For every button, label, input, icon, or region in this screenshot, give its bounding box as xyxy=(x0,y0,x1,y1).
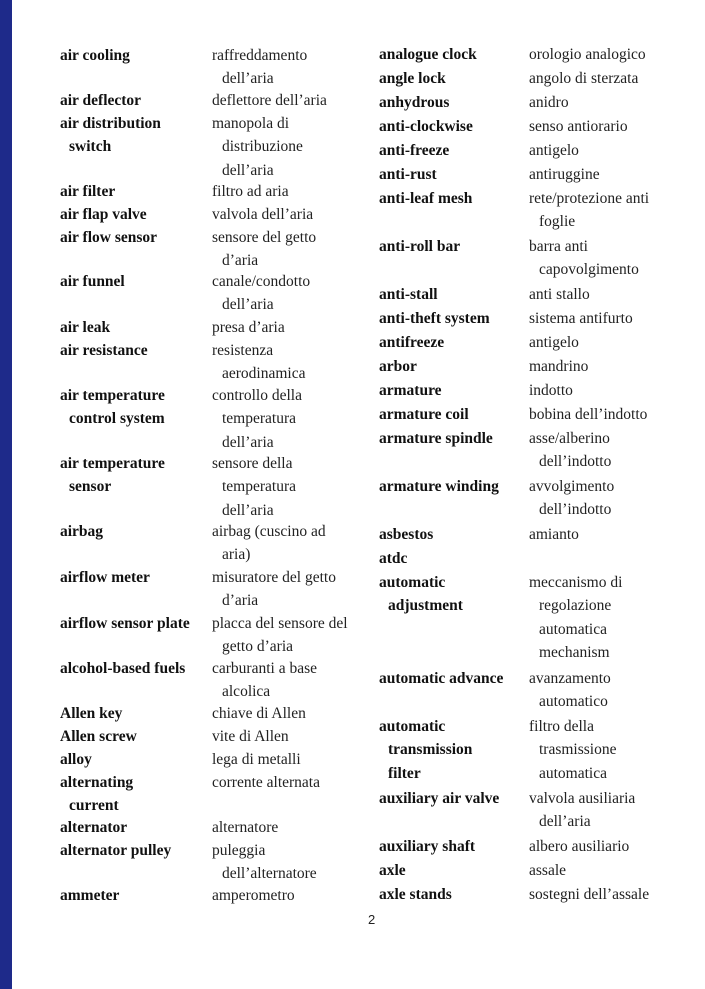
glossary-translation xyxy=(212,226,316,273)
glossary-translation xyxy=(212,180,289,203)
translation-line-continued: aerodinamica xyxy=(222,365,306,383)
translation-line-continued: temperatura xyxy=(222,410,297,428)
glossary-translation xyxy=(529,187,649,234)
term-line: axle xyxy=(379,862,406,879)
term-line: anti-freeze xyxy=(379,142,450,159)
term-line: air leak xyxy=(60,319,111,336)
term-line: anti-rust xyxy=(379,166,437,183)
translation-line: albero ausiliario xyxy=(529,838,630,855)
glossary-term xyxy=(60,226,157,249)
glossary-term xyxy=(60,316,110,339)
translation-line: angolo di sterzata xyxy=(529,70,639,87)
term-line: analogue clock xyxy=(379,46,477,63)
translation-line: assale xyxy=(529,862,567,879)
glossary-term xyxy=(60,339,148,362)
term-line: ammeter xyxy=(60,887,120,904)
glossary-translation xyxy=(212,339,305,386)
term-line-continued: transmission xyxy=(388,741,473,759)
glossary-translation xyxy=(212,748,301,771)
glossary-translation xyxy=(529,835,629,858)
glossary-term xyxy=(379,427,493,450)
translation-line: placca del sensore del xyxy=(212,615,348,632)
glossary-translation xyxy=(529,331,579,354)
term-line: automatic xyxy=(379,718,446,735)
term-line: alternating xyxy=(60,774,134,791)
translation-line-continued: automatica xyxy=(539,764,607,782)
translation-line: bobina dell’indotto xyxy=(529,406,648,423)
glossary-term xyxy=(379,787,499,810)
glossary-translation xyxy=(212,89,327,112)
glossary-term xyxy=(379,307,490,330)
glossary-translation xyxy=(212,384,302,454)
glossary-term xyxy=(379,43,477,66)
term-line: asbestos xyxy=(379,526,434,543)
translation-line-continued: dell’indotto xyxy=(539,501,612,519)
glossary-term xyxy=(60,112,161,159)
term-line: anti-stall xyxy=(379,286,438,303)
term-line: Allen key xyxy=(60,705,123,722)
glossary-translation xyxy=(212,520,326,567)
glossary-term xyxy=(379,403,469,426)
term-line: automatic xyxy=(379,574,446,591)
term-line-continued: adjustment xyxy=(388,597,463,615)
glossary-translation xyxy=(529,115,628,138)
term-line: armature xyxy=(379,382,442,399)
glossary-term xyxy=(379,163,437,186)
glossary-term xyxy=(60,657,185,680)
translation-line-continued: aria) xyxy=(222,546,251,564)
page-number: 2 xyxy=(368,912,376,927)
glossary-term xyxy=(379,331,444,354)
term-line: angle lock xyxy=(379,70,446,87)
glossary-translation xyxy=(529,235,639,282)
glossary-translation xyxy=(529,883,649,906)
glossary-term xyxy=(60,452,165,499)
translation-line-continued: regolazione xyxy=(539,597,612,615)
glossary-translation xyxy=(212,270,310,317)
translation-line-continued: distribuzione xyxy=(222,138,303,156)
glossary-translation xyxy=(212,452,296,522)
term-line: alternator pulley xyxy=(60,842,172,859)
glossary-translation xyxy=(212,316,285,339)
translation-line: vite di Allen xyxy=(212,728,289,745)
term-line: anti-roll bar xyxy=(379,238,461,255)
term-line: antifreeze xyxy=(379,334,445,351)
glossary-term xyxy=(60,520,103,543)
term-line: air funnel xyxy=(60,273,125,290)
translation-line: amianto xyxy=(529,526,579,543)
glossary-term xyxy=(379,187,472,210)
term-line: anti-clockwise xyxy=(379,118,473,135)
translation-line: deflettore dell’aria xyxy=(212,92,327,109)
translation-line: senso antiorario xyxy=(529,118,628,135)
term-line: air deflector xyxy=(60,92,142,109)
term-line-continued: sensor xyxy=(69,478,112,496)
glossary-term xyxy=(60,384,165,431)
translation-line: corrente alternata xyxy=(212,774,320,791)
glossary-term xyxy=(60,612,190,635)
glossary-translation xyxy=(529,163,600,186)
glossary-term xyxy=(379,115,473,138)
glossary-translation xyxy=(529,67,638,90)
translation-line-continued: dell’aria xyxy=(222,70,274,88)
translation-line: presa d’aria xyxy=(212,319,285,336)
glossary-term xyxy=(60,702,122,725)
term-line: auxiliary shaft xyxy=(379,838,476,855)
translation-line-continued: dell’aria xyxy=(222,296,274,314)
translation-line: anti stallo xyxy=(529,286,590,303)
glossary-term xyxy=(379,355,417,378)
translation-line: valvola ausiliaria xyxy=(529,790,636,807)
translation-line: airbag (cuscino ad xyxy=(212,523,326,540)
glossary-term xyxy=(379,67,446,90)
term-line: atdc xyxy=(379,550,408,567)
glossary-translation xyxy=(212,725,289,748)
translation-line-continued: dell’aria xyxy=(539,813,591,831)
glossary-term xyxy=(60,839,171,862)
term-line: alloy xyxy=(60,751,92,768)
glossary-term xyxy=(379,139,449,162)
glossary-term xyxy=(379,283,438,306)
glossary-term xyxy=(379,859,406,882)
glossary-term xyxy=(379,571,463,618)
term-line: automatic advance xyxy=(379,670,504,687)
translation-line: valvola dell’aria xyxy=(212,206,314,223)
translation-line-continued: temperatura xyxy=(222,478,297,496)
glossary-translation xyxy=(529,379,573,402)
glossary-translation xyxy=(529,715,617,785)
translation-line: amperometro xyxy=(212,887,295,904)
glossary-translation xyxy=(212,44,307,91)
glossary-term xyxy=(60,44,130,67)
glossary-term xyxy=(60,203,147,226)
translation-line: avanzamento xyxy=(529,670,611,687)
term-line-continued: switch xyxy=(69,138,112,156)
glossary-translation xyxy=(212,657,317,704)
term-line: alcohol-based fuels xyxy=(60,660,186,677)
translation-line-continued: dell’indotto xyxy=(539,453,612,471)
translation-line: rete/protezione anti xyxy=(529,190,650,207)
translation-line: sostegni dell’assale xyxy=(529,886,650,903)
glossary-translation xyxy=(212,839,317,886)
glossary-translation xyxy=(529,403,647,426)
translation-line: barra anti xyxy=(529,238,588,255)
glossary-term xyxy=(60,566,150,589)
translation-line: alternatore xyxy=(212,819,279,836)
glossary-translation xyxy=(529,355,588,378)
translation-line: orologio analogico xyxy=(529,46,646,63)
glossary-translation xyxy=(529,571,622,664)
term-line: air distribution xyxy=(60,115,161,132)
translation-line: manopola di xyxy=(212,115,290,132)
translation-line: avvolgimento xyxy=(529,478,615,495)
term-line: armature winding xyxy=(379,478,499,495)
glossary-translation xyxy=(212,884,295,907)
glossary-translation xyxy=(529,43,646,66)
term-line: armature spindle xyxy=(379,430,493,447)
glossary-term xyxy=(60,270,125,293)
glossary-term xyxy=(379,91,449,114)
term-line: arbor xyxy=(379,358,417,375)
glossary-term xyxy=(379,883,452,906)
term-line: air temperature xyxy=(60,387,165,404)
glossary-translation xyxy=(529,523,579,546)
glossary-term xyxy=(60,89,141,112)
term-line: airbag xyxy=(60,523,104,540)
translation-line-continued: automatico xyxy=(539,693,608,711)
glossary-translation xyxy=(529,283,590,306)
term-line: anti-leaf mesh xyxy=(379,190,473,207)
glossary-term xyxy=(60,180,115,203)
glossary-term xyxy=(379,547,407,570)
term-line: air temperature xyxy=(60,455,165,472)
translation-line: filtro ad aria xyxy=(212,183,289,200)
term-line: airflow sensor plate xyxy=(60,615,190,632)
term-line: airflow meter xyxy=(60,569,150,586)
glossary-term xyxy=(60,884,119,907)
term-line: alternator xyxy=(60,819,128,836)
glossary-translation xyxy=(212,702,306,725)
translation-line-continued: trasmissione xyxy=(539,741,617,759)
glossary-term xyxy=(379,667,503,690)
book-spine-edge xyxy=(0,0,12,989)
translation-line: filtro della xyxy=(529,718,594,735)
translation-line: sensore del getto xyxy=(212,229,317,246)
term-line-continued: current xyxy=(69,797,119,815)
glossary-term xyxy=(60,816,127,839)
term-line: anhydrous xyxy=(379,94,450,111)
glossary-translation xyxy=(212,612,348,659)
translation-line: sistema antifurto xyxy=(529,310,633,327)
translation-line: indotto xyxy=(529,382,573,399)
translation-line: mandrino xyxy=(529,358,589,375)
translation-line-continued: automatica xyxy=(539,620,607,638)
glossary-translation xyxy=(212,112,303,182)
term-line: air cooling xyxy=(60,47,130,64)
glossary-term xyxy=(60,771,133,818)
term-line: air flap valve xyxy=(60,206,147,223)
translation-line: lega di metalli xyxy=(212,751,301,768)
translation-line: antiruggine xyxy=(529,166,600,183)
translation-line-continued: foglie xyxy=(539,213,576,231)
translation-line-continued: getto d’aria xyxy=(222,638,294,656)
translation-line-continued: alcolica xyxy=(222,683,271,701)
glossary-translation xyxy=(529,475,614,522)
translation-line-continued: capovolgimento xyxy=(539,261,639,279)
translation-line: canale/condotto xyxy=(212,273,311,290)
glossary-term xyxy=(60,725,137,748)
translation-line: resistenza xyxy=(212,342,274,359)
translation-line: chiave di Allen xyxy=(212,705,306,722)
term-line: armature coil xyxy=(379,406,469,423)
glossary-translation xyxy=(212,771,320,794)
translation-line: antigelo xyxy=(529,334,579,351)
translation-line-continued: mechanism xyxy=(539,643,610,661)
term-line-continued: filter xyxy=(388,764,421,782)
glossary-term xyxy=(379,379,442,402)
term-line: anti-theft system xyxy=(379,310,490,327)
glossary-term xyxy=(379,835,475,858)
translation-line-continued: dell’aria xyxy=(222,161,274,179)
translation-line: asse/alberino xyxy=(529,430,610,447)
translation-line-continued: dell’aria xyxy=(222,501,274,519)
translation-line: controllo della xyxy=(212,387,302,404)
translation-line: carburanti a base xyxy=(212,660,317,677)
term-line: air flow sensor xyxy=(60,229,158,246)
glossary-translation xyxy=(529,859,566,882)
term-line: Allen screw xyxy=(60,728,137,745)
translation-line: sensore della xyxy=(212,455,293,472)
translation-line-continued: d’aria xyxy=(222,592,259,610)
glossary-term xyxy=(379,523,433,546)
glossary-translation xyxy=(212,203,313,226)
glossary-translation xyxy=(529,787,635,834)
glossary-translation xyxy=(529,427,611,474)
glossary-translation xyxy=(529,139,579,162)
glossary-translation xyxy=(212,816,278,839)
term-line-continued: control system xyxy=(69,410,165,428)
translation-line: misuratore del getto xyxy=(212,569,336,586)
glossary-translation xyxy=(529,307,633,330)
glossary-term xyxy=(379,475,499,498)
translation-line: meccanismo di xyxy=(529,574,623,591)
term-line: axle stands xyxy=(379,886,452,903)
term-line: air filter xyxy=(60,183,116,200)
glossary-term xyxy=(379,235,460,258)
glossary-translation xyxy=(529,667,611,714)
glossary-term xyxy=(379,715,472,785)
term-line: auxiliary air valve xyxy=(379,790,500,807)
translation-line: puleggia xyxy=(212,842,266,859)
translation-line: raffreddamento xyxy=(212,47,308,64)
translation-line-continued: dell’aria xyxy=(222,433,274,451)
translation-line-continued: dell’alternatore xyxy=(222,865,317,883)
translation-line: anidro xyxy=(529,94,569,111)
glossary-translation xyxy=(529,91,569,114)
glossary-translation xyxy=(212,566,336,613)
translation-line: antigelo xyxy=(529,142,579,159)
glossary-term xyxy=(60,748,92,771)
translation-line-continued: d’aria xyxy=(222,252,259,270)
term-line: air resistance xyxy=(60,342,148,359)
